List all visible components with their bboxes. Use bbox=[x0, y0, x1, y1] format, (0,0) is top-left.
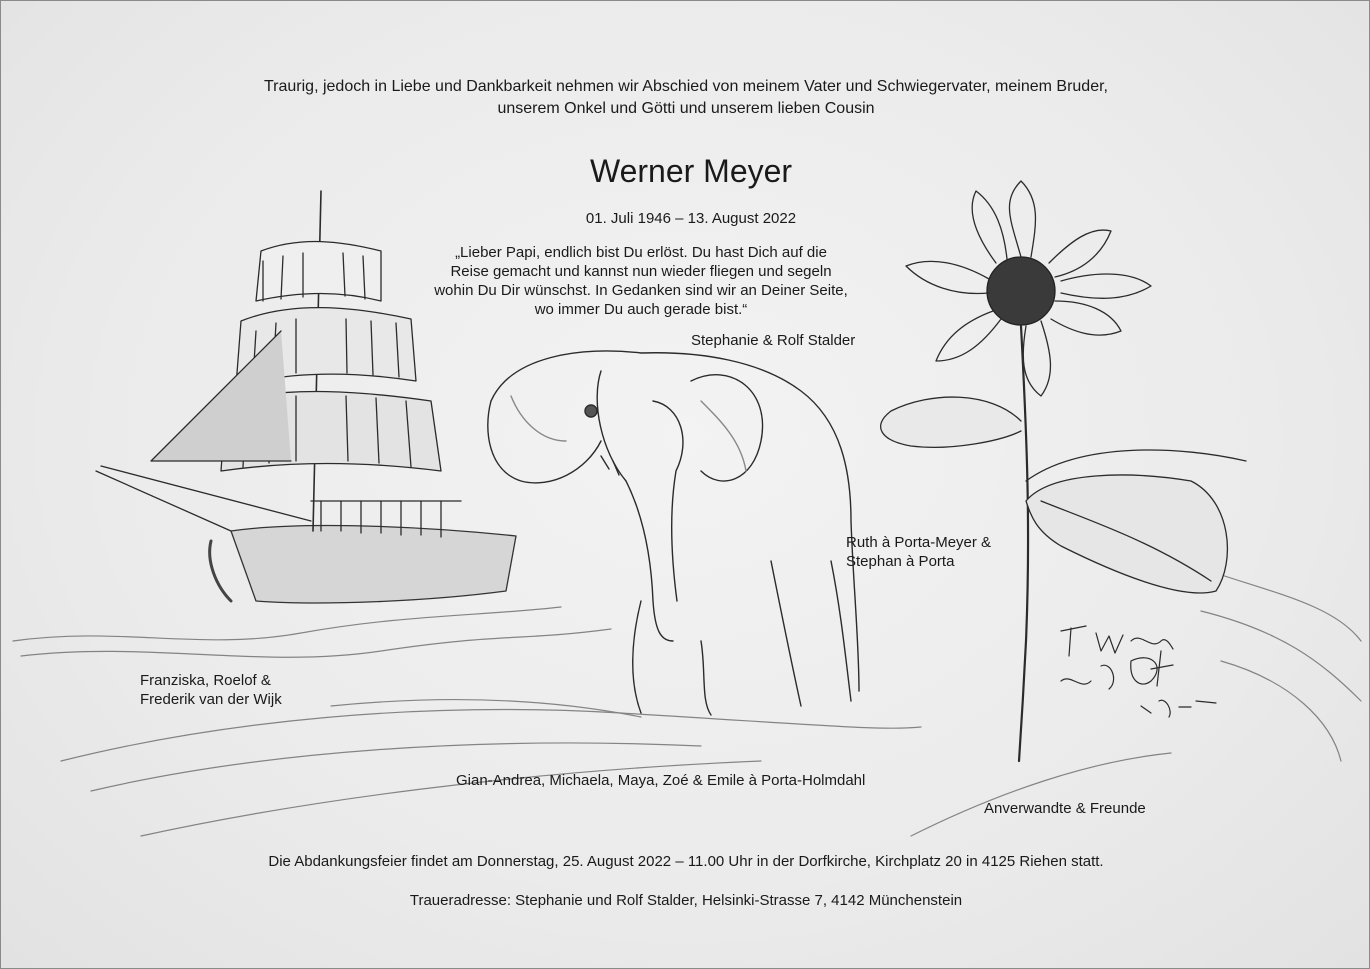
mourner-franziska-line-1: Franziska, Roelof & bbox=[140, 672, 271, 689]
elephant-sketch bbox=[488, 351, 859, 715]
intro-line-1: Traurig, jedoch in Liebe und Dankbarkeit nehmen wir Abschied von meinem Vater und Schwiegervater, meinem Bruder, bbox=[263, 78, 1108, 95]
mourner-group-gian-andrea: Gian-Andrea, Michaela, Maya, Zoé & Emile à Porta-Holmdahl bbox=[456, 772, 866, 789]
mourner-group-franziska bbox=[140, 671, 282, 709]
mourner-group-ruth bbox=[846, 533, 991, 571]
quote-line-4: wo immer Du auch gerade bist.“ bbox=[534, 301, 748, 318]
deceased-name: Werner Meyer bbox=[589, 153, 793, 189]
mourner-group-relatives: Anverwandte & Freunde bbox=[984, 800, 1146, 817]
ceremony-notice: Die Abdankungsfeier findet am Donnerstag, 25. August 2022 – 11.00 Uhr in der Dorfkirche, Kirchplatz 20 in 4125 Riehen statt. bbox=[268, 853, 1104, 870]
mourner-ruth-line-2: Stephan à Porta bbox=[846, 553, 955, 570]
intro-line-2: unserem Onkel und Götti und unserem lieben Cousin bbox=[497, 100, 875, 117]
mourner-franziska-line-2: Frederik van der Wijk bbox=[140, 691, 282, 708]
quote-signer: Stephanie & Rolf Stalder bbox=[691, 332, 856, 349]
farewell-quote bbox=[391, 243, 891, 319]
life-dates: 01. Juli 1946 – 13. August 2022 bbox=[585, 210, 797, 227]
quote-line-2: Reise gemacht und kannst nun wieder fliegen und segeln bbox=[450, 263, 832, 280]
artist-signature bbox=[1061, 626, 1216, 717]
mourner-ruth-line-1: Ruth à Porta-Meyer & bbox=[846, 534, 992, 551]
mourning-address: Traueradresse: Stephanie und Rolf Stalder, Helsinki-Strasse 7, 4142 Münchenstein bbox=[409, 892, 963, 909]
sunflower-sketch bbox=[881, 181, 1246, 761]
pencil-drawing bbox=[1, 1, 1369, 968]
quote-line-1: „Lieber Papi, endlich bist Du erlöst. Du hast Dich auf die bbox=[455, 244, 827, 261]
quote-line-3: wohin Du Dir wünschst. In Gedanken sind wir an Deiner Seite, bbox=[434, 282, 848, 299]
intro-text bbox=[161, 76, 1211, 120]
